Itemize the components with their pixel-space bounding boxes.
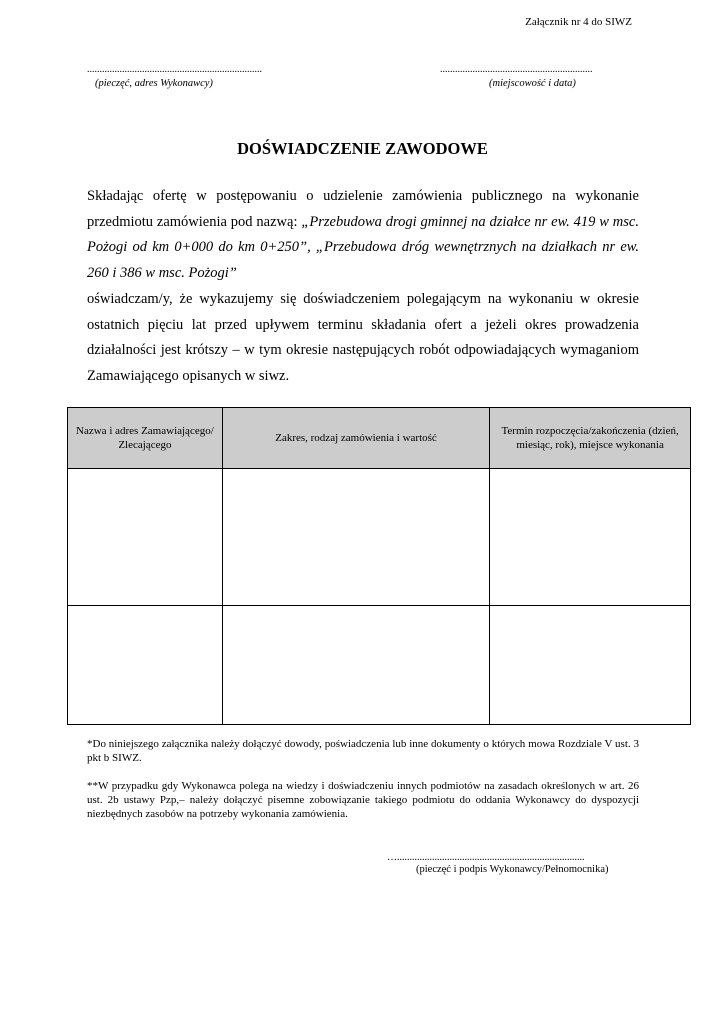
table-cell[interactable] <box>222 469 489 606</box>
header-dates: Termin rozpoczęcia/zakończenia (dzień, miesiąc, rok), miejsce wykonania <box>490 408 691 469</box>
experience-table <box>67 407 691 725</box>
place-date-line: ............................................................. <box>440 64 593 75</box>
annex-label: Załącznik nr 4 do SIWZ <box>525 16 632 28</box>
table-cell[interactable] <box>490 469 691 606</box>
declaration-text <box>87 184 639 390</box>
intro-text: Składając ofertę w postępowaniu o udzielenie zamówienia publicznego na wykonanie przedmiotu zamówienia pod nazwą: <box>87 188 639 230</box>
declaration-paragraph: oświadczam/y, że wykazujemy się doświadczeniem polegającym na wykonaniu w okresie ostatnich pięciu lat przed upływem terminu składania ofert a jeżeli okres prowadzenia działalności jest krótszy – w tym okresie następujących robót odpowiadających wymaganiom Zamawiającego opisanych w siwz. <box>87 290 639 384</box>
table-cell[interactable] <box>68 606 223 725</box>
signature-caption: (pieczęć i podpis Wykonawcy/Pełnomocnika) <box>416 864 609 875</box>
contractor-stamp-line: ...................................................................... <box>87 64 262 75</box>
table-cell[interactable] <box>68 469 223 606</box>
project-name: „Przebudowa drogi gminnej na działce nr ew. 419 w msc. Pożogi od km 0+000 do km 0+250”, „Przebudowa dróg wewnętrznych na działkach nr ew. 260 i 386 w msc. Pożogi” <box>87 213 639 282</box>
header-scope: Zakres, rodzaj zamówienia i wartość <box>222 408 489 469</box>
table-header-row <box>68 408 691 469</box>
signature-line: …........................................................................... <box>387 852 585 863</box>
place-date-caption: (miejscowość i data) <box>489 78 576 89</box>
table-row <box>68 469 691 606</box>
document-title: DOŚWIADCZENIE ZAWODOWE <box>237 139 488 158</box>
contractor-stamp-caption: (pieczęć, adres Wykonawcy) <box>95 78 213 89</box>
table-cell[interactable] <box>490 606 691 725</box>
intro-paragraph <box>87 184 639 287</box>
table-cell[interactable] <box>222 606 489 725</box>
header-client: Nazwa i adres Zamawiającego/ Zlecającego <box>68 408 223 469</box>
footnote-evidence: *Do niniejszego załącznika należy dołączyć dowody, poświadczenia lub inne dokumenty o których mowa Rozdziale V ust. 3 pkt b SIWZ. <box>87 738 639 764</box>
table-row <box>68 606 691 725</box>
footnote-third-party: **W przypadku gdy Wykonawca polega na wiedzy i doświadczeniu innych podmiotów na zasadach określonych w art. 26 ust. 2b ustawy Pzp,– należy dołączyć pisemne zobowiązanie takiego podmiotu do oddania Wykonawcy do dyspozycji niezbędnych zasobów na potrzeby wykonania zamówienia. <box>87 780 639 820</box>
